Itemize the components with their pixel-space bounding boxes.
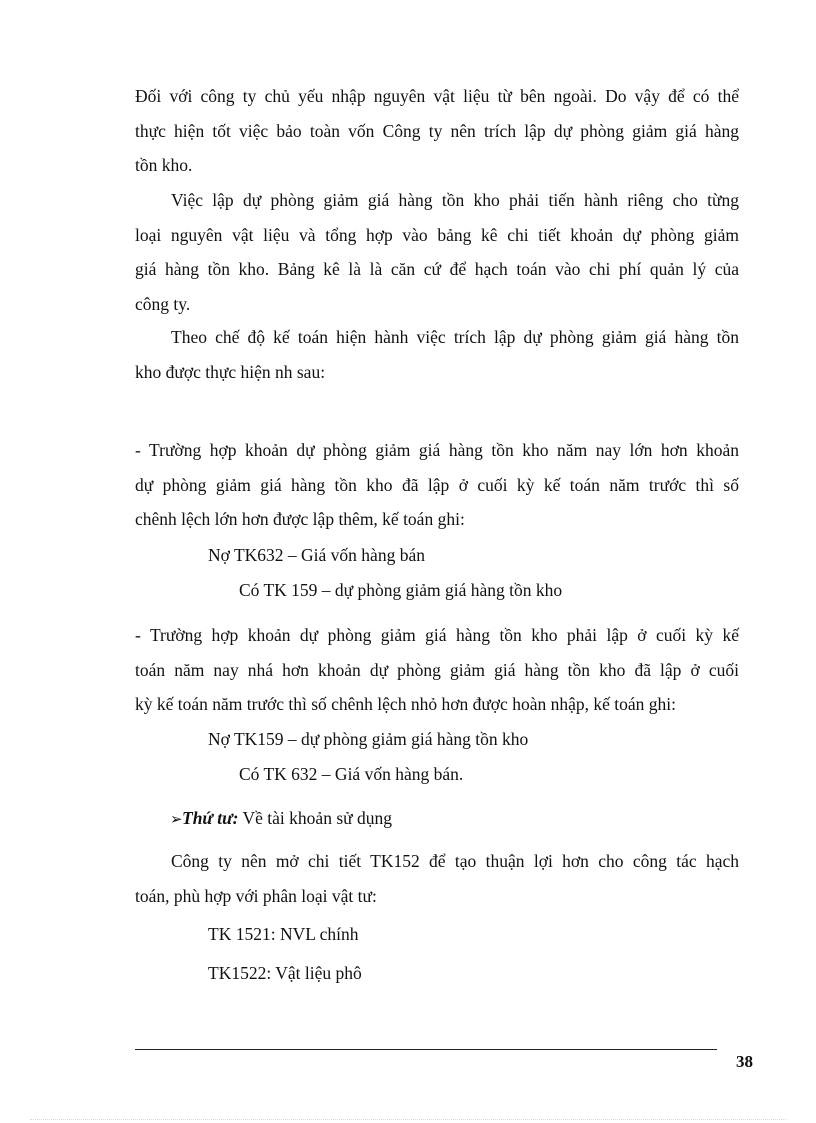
text-line: Theo chế độ kế toán hiện hành việc trích lập dự phòng giảm giá hàng tồn (171, 327, 739, 347)
text-line: dự phòng giảm giá hàng tồn kho đã lập ở cuối kỳ kế toán năm trước thì số (135, 474, 739, 495)
text-line: Đối với công ty chủ yếu nhập nguyên vật liệu từ bên ngoài. Do vậy để có thể (135, 86, 739, 106)
debit-line: Nợ TK632 – Giá vốn hàng bán (208, 545, 425, 565)
credit-line: Có TK 632 – Giá vốn hàng bán. (239, 763, 464, 784)
paragraph-provision-setup (135, 183, 739, 321)
text-line: giá hàng tồn kho. Bảng kê là là căn cứ để hạch toán vào chi phí quản lý của (135, 259, 739, 279)
page-number: 38 (736, 1052, 753, 1071)
text-line: chênh lệch lớn hơn được lập thêm, kế toán ghi: (135, 509, 465, 529)
account-list (208, 915, 728, 993)
text-line: Công ty nên mở chi tiết TK152 để tạo thuận lợi hơn cho công tác hạch (171, 851, 739, 871)
heading-text: Về tài khoản sử dụng (238, 808, 392, 828)
credit-line: Có TK 159 – dự phòng giảm giá hàng tồn kho (239, 579, 563, 600)
text-line: tồn kho. (135, 155, 193, 175)
account-item: TK 1521: NVL chính (208, 924, 359, 944)
arrow-bullet-icon: ➢ (170, 812, 183, 828)
section-heading-fourth (170, 801, 730, 838)
paragraph-intro (135, 79, 739, 183)
paragraph-case-increase (135, 433, 739, 537)
text-line: toán, phù hợp với phân loại vật tư: (135, 885, 377, 906)
text-line: loại nguyên vật liệu và tổng hợp vào bảng kê chi tiết khoản dự phòng giảm (135, 224, 739, 245)
paragraph-accounts (135, 844, 739, 913)
text-line: công ty. (135, 293, 191, 314)
heading-label: Thứ tư: (182, 808, 239, 828)
text-line: - Trường hợp khoản dự phòng giảm giá hàng tồn kho năm nay lớn hơn khoản (135, 440, 739, 460)
text-line: toán năm nay nhá hơn khoản dự phòng giảm giá hàng tồn kho đã lập ở cuối (135, 659, 739, 680)
text-line: Việc lập dự phòng giảm giá hàng tồn kho phải tiến hành riêng cho từng (171, 190, 739, 210)
paragraph-case-decrease (135, 618, 739, 722)
page-bottom-border (30, 1119, 786, 1120)
text-line: thực hiện tốt việc bảo toàn vốn Công ty nên trích lập dự phòng giảm giá hàng (135, 120, 739, 141)
account-item: TK1522: Vật liệu phô (208, 963, 362, 983)
footer-divider (135, 1049, 717, 1050)
debit-line: Nợ TK159 – dự phòng giảm giá hàng tồn kho (208, 729, 529, 749)
text-line: kho được thực hiện nh sau: (135, 361, 326, 382)
journal-entry-1 (208, 538, 728, 607)
text-line: kỳ kế toán năm trước thì số chênh lệch nhỏ hơn được hoàn nhập, kế toán ghi: (135, 694, 676, 714)
journal-entry-2 (208, 722, 728, 791)
text-line: - Trường hợp khoản dự phòng giảm giá hàng tồn kho phải lập ở cuối kỳ kế (135, 625, 739, 645)
paragraph-regime (135, 320, 739, 389)
